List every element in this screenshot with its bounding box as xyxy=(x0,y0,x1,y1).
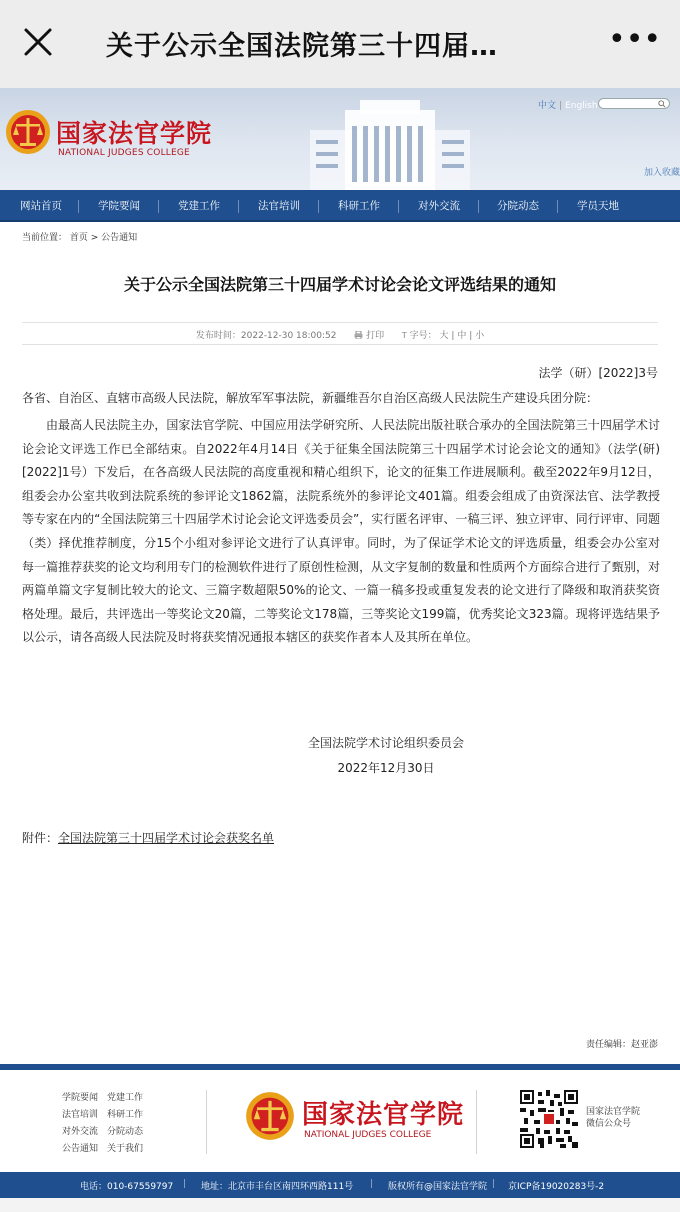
qr-label-line1: 国家法官学院 xyxy=(586,1107,641,1117)
attachment-link[interactable]: 全国法院第三十四届学术讨论会获奖名单 xyxy=(58,831,275,845)
font-small-link[interactable]: 小 xyxy=(475,331,485,341)
search-input[interactable] xyxy=(598,98,670,109)
footer-phone: 电话：010-67559797 xyxy=(80,1182,174,1192)
building-illustration xyxy=(290,96,490,190)
nav-item-news[interactable]: 学院要闻 xyxy=(98,200,140,212)
responsible-editor: 责任编辑：赵亚澎 xyxy=(585,1040,658,1050)
breadcrumb-home-link[interactable]: 首页 xyxy=(69,233,88,243)
divider xyxy=(22,322,658,323)
nav-item-training[interactable]: 法官培训 xyxy=(258,200,300,212)
footer-logo[interactable] xyxy=(244,1086,465,1150)
article-title: 关于公示全国法院第三十四届学术讨论会论文评选结果的通知 xyxy=(123,275,556,294)
publish-time: 发布时间：2022-12-30 18:00:52 xyxy=(195,331,337,341)
nav-item-party[interactable]: 党建工作 xyxy=(178,200,220,212)
breadcrumb-current-link[interactable]: 公告通知 xyxy=(101,233,138,243)
nav-divider xyxy=(478,200,479,213)
logo-chinese-name: 国家法官学院 xyxy=(56,119,213,148)
footer-logo-chinese: 国家法官学院 xyxy=(302,1100,465,1130)
breadcrumb-separator: > xyxy=(87,233,102,243)
footer-link-news[interactable]: 学院要闻 xyxy=(62,1093,99,1103)
logo-english-name: NATIONAL JUDGES COLLEGE xyxy=(58,148,190,158)
print-link[interactable]: 打印 xyxy=(366,331,385,341)
qr-code-label xyxy=(586,1106,640,1130)
divider xyxy=(22,344,658,345)
breadcrumb-prefix: 当前位置： xyxy=(22,233,68,243)
print-icon[interactable] xyxy=(354,331,363,339)
emblem-icon xyxy=(244,1090,296,1142)
site-header xyxy=(0,88,680,190)
footer-address: 地址：北京市丰台区南四环西路111号 xyxy=(201,1182,354,1192)
footer-link-notices[interactable]: 公告通知 xyxy=(62,1144,99,1154)
footer-link-training[interactable]: 法官培训 xyxy=(62,1110,99,1120)
add-favorite-link[interactable]: 加入收藏 xyxy=(644,168,680,178)
main-nav xyxy=(0,190,680,222)
close-icon[interactable] xyxy=(22,26,54,58)
font-size-label: 字号： xyxy=(409,331,437,341)
attachment-label: 附件： xyxy=(22,831,59,845)
footer-logo-english: NATIONAL JUDGES COLLEGE xyxy=(304,1130,432,1140)
footer-info-bar xyxy=(0,1172,680,1198)
footer-link-research[interactable]: 科研工作 xyxy=(107,1110,144,1120)
nav-divider xyxy=(238,200,239,213)
nav-divider xyxy=(318,200,319,213)
footer-link-about[interactable]: 关于我们 xyxy=(107,1144,144,1154)
footer-copyright: 版权所有@国家法官学院 xyxy=(388,1182,488,1192)
wechat-page-title: 关于公示全国法院第三十四届… xyxy=(106,31,498,62)
footer-separator: | xyxy=(183,1179,187,1189)
bottom-margin xyxy=(0,1198,680,1212)
nav-item-branches[interactable]: 分院动态 xyxy=(497,200,539,212)
qr-code-icon xyxy=(520,1090,578,1148)
signing-organization: 全国法院学术讨论组织委员会 xyxy=(307,736,464,750)
language-switch: 中文 | English xyxy=(538,101,598,111)
qr-label-line2: 微信公众号 xyxy=(586,1119,632,1129)
article-body: 由最高人民法院主办，国家法官学院、中国应用法学研究所、人民法院出版社联合承办的全国法院第三十四届学术讨论会论文评选工作已全部结束。自2022年4月14日《关于征集全国法院第三十四届学术讨论会论文的通知》（法学(研)[2022]1号）下发后，在各高级人民法院的高度重视和精心组织下，论文的征集工作进展顺利。截至2022年9月12日，组委会办公室共收到法院系统的参评论文1862篇，法院系统外的参评论文401篇。组委会组成了由资深法官、法学教授等专家在内的“全国法院第三十四届学术讨论会论文评选委员会”，实行匿名评审、一稿三评、独立评审、同行评审、同题（类）择优推荐制度，分15个小组对参评论文进行了认真评审。同时，为了保证学术论文的评选质量，组委会办公室对每一篇推荐获奖的论文均利用专门的检测软件进行了原创性检测，从文字复制的数量和性质两个方面综合进行了甄别，对两篇单篇文字复制比较大的论文、三篇字数超限50%的论文、一篇一稿多投或重复发表的论文进行了降级和取消获奖资格处理。最后，共评选出一等奖论文20篇，二等奖论文178篇，三等奖论文199篇，优秀奖论文323篇。现将评选结果予以公示，请各高级人民法院及时将获奖情况通报本辖区的获奖作者本人及其所在单位。 xyxy=(22,418,660,645)
more-icon[interactable]: ••• xyxy=(608,22,662,57)
footer-separator: | xyxy=(492,1179,496,1189)
footer-link-exchange[interactable]: 对外交流 xyxy=(62,1127,99,1137)
emblem-icon xyxy=(4,108,52,156)
nav-divider xyxy=(78,200,79,213)
salutation: 各省、自治区、直辖市高级人民法院，解放军军事法院，新疆维吾尔自治区高级人民法院生产建设兵团分院： xyxy=(22,391,599,405)
lang-chinese-link[interactable]: 中文 xyxy=(538,101,557,111)
nav-divider xyxy=(398,200,399,213)
site-logo[interactable] xyxy=(4,108,213,168)
footer-icp[interactable]: 京ICP备19020283号-2 xyxy=(508,1182,605,1192)
footer-divider xyxy=(476,1090,477,1154)
nav-item-home[interactable]: 网站首页 xyxy=(20,200,62,212)
document-number: 法学（研）[2022]3号 xyxy=(538,366,658,380)
font-size-icon: T xyxy=(401,331,407,340)
nav-item-students[interactable]: 学员天地 xyxy=(577,200,619,212)
footer-link-branches[interactable]: 分院动态 xyxy=(107,1127,144,1137)
nav-divider xyxy=(557,200,558,213)
footer-separator: | xyxy=(370,1179,374,1189)
site-footer xyxy=(0,1070,680,1172)
font-medium-link[interactable]: 中 xyxy=(457,331,467,341)
wechat-title-bar xyxy=(0,0,680,88)
nav-item-exchange[interactable]: 对外交流 xyxy=(418,200,460,212)
search-icon[interactable] xyxy=(658,100,666,108)
lang-english-link[interactable]: English xyxy=(565,101,598,111)
nav-item-research[interactable]: 科研工作 xyxy=(338,200,380,212)
signing-date: 2022年12月30日 xyxy=(337,761,435,775)
nav-divider xyxy=(158,200,159,213)
footer-link-party[interactable]: 党建工作 xyxy=(107,1093,144,1103)
attachment xyxy=(22,829,274,846)
article-meta: 发布时间：2022-12-30 18:00:52 打印 T 字号： 大 | 中 | 小 xyxy=(195,331,485,341)
footer-divider xyxy=(206,1090,207,1154)
font-large-link[interactable]: 大 xyxy=(439,331,449,341)
breadcrumb xyxy=(22,230,137,243)
